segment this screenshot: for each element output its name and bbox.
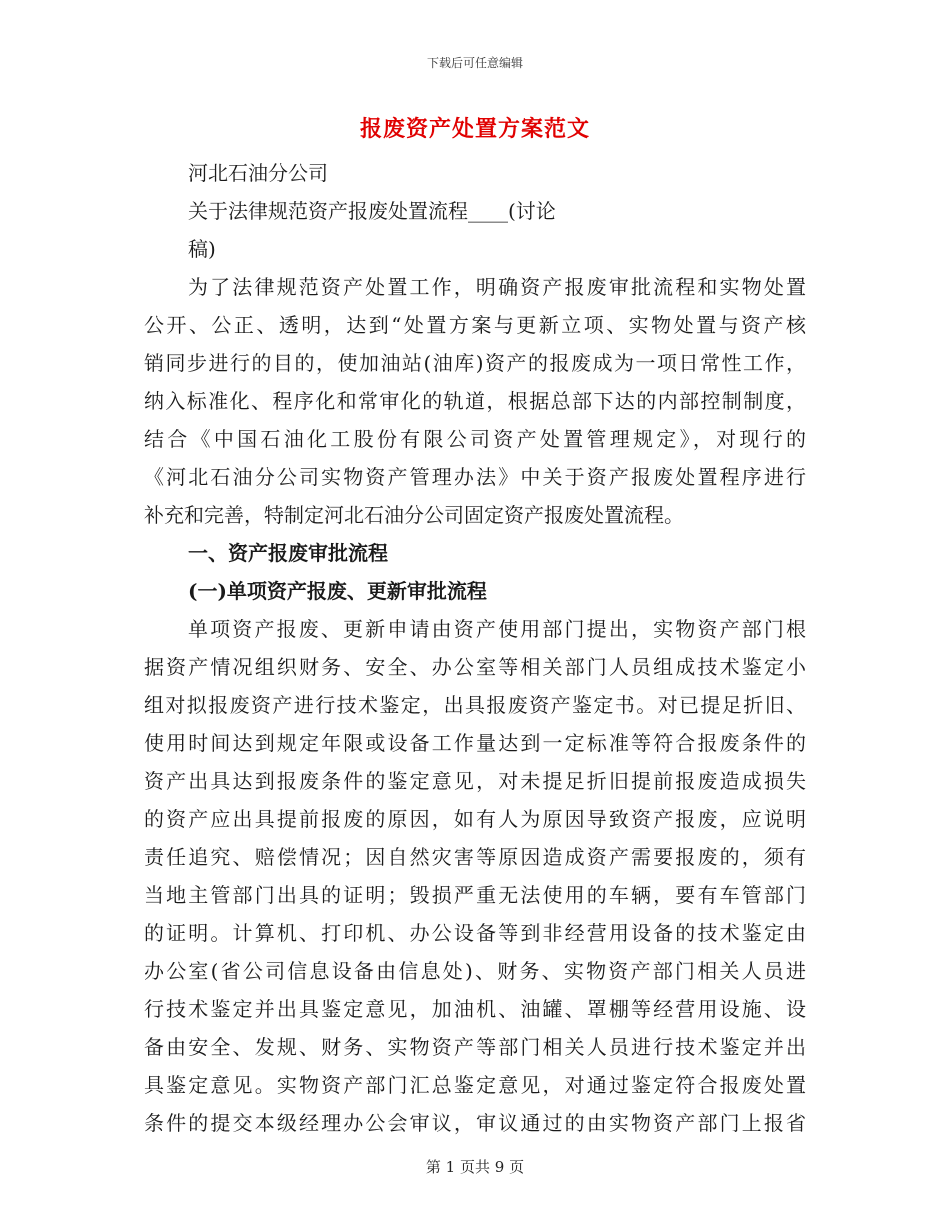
text-line: 行技术鉴定并出具鉴定意见，加油机、油罐、罩棚等经营用设施、设 — [144, 997, 806, 1021]
text-line: 《河北石油分公司实物资产管理办法》中关于资产报废处置程序进行 — [144, 465, 806, 489]
text-line: 单项资产报废、更新申请由资产使用部门提出，实物资产部门根 — [188, 617, 806, 641]
section-heading: (一)单项资产报废、更新审批流程 — [188, 579, 487, 603]
text-line: 使用时间达到规定年限或设备工作量达到一定标准等符合报废条件的 — [144, 731, 806, 755]
text-line: 具鉴定意见。实物资产部门汇总鉴定意见，对通过鉴定符合报废处置 — [144, 1073, 806, 1097]
text-line: 补充和完善，特制定河北石油分公司固定资产报废处置流程。 — [144, 503, 684, 527]
text-line: 为了法律规范资产处置工作，明确资产报废审批流程和实物处置 — [188, 275, 806, 299]
text-line: 的资产应出具提前报废的原因，如有人为原因导致资产报废，应说明 — [144, 807, 806, 831]
page-header-note: 下载后可任意编辑 — [426, 56, 523, 70]
text-line: 办公室(省公司信息设备由信息处)、财务、实物资产部门相关人员进 — [144, 959, 806, 983]
text-line: 公开、公正、透明，达到“处置方案与更新立项、实物处置与资产核 — [144, 313, 806, 337]
document-title: 报废资产处置方案范文 — [359, 116, 590, 142]
text-line: 结合《中国石油化工股份有限公司资产处置管理规定》，对现行的 — [144, 427, 806, 451]
text-line: 据资产情况组织财务、安全、办公室等相关部门人员组成技术鉴定小 — [144, 655, 806, 679]
text-line: 当地主管部门出具的证明；毁损严重无法使用的车辆，要有车管部门 — [144, 883, 806, 907]
text-line: 河北石油分公司 — [188, 161, 328, 185]
text-line: 关于法律规范资产报废处置流程____(讨论 — [188, 199, 556, 223]
text-line: 组对拟报废资产进行技术鉴定，出具报废资产鉴定书。对已提足折旧、 — [144, 693, 806, 717]
text-line: 资产出具达到报废条件的鉴定意见，对未提足折旧提前报废造成损失 — [144, 769, 806, 793]
document-body — [144, 154, 806, 1142]
text-line: 备由安全、发规、财务、实物资产等部门相关人员进行技术鉴定并出 — [144, 1035, 806, 1059]
text-line: 纳入标准化、程序化和常审化的轨道，根据总部下达的内部控制制度， — [144, 389, 806, 413]
text-line: 责任追究、赔偿情况；因自然灾害等原因造成资产需要报废的，须有 — [144, 845, 806, 869]
page-footer: 第 1 页共 9 页 — [425, 1158, 525, 1176]
section-heading: 一、资产报废审批流程 — [188, 541, 388, 565]
text-line: 销同步进行的目的，使加油站(油库)资产的报废成为一项日常性工作， — [144, 351, 806, 375]
text-line: 稿) — [188, 237, 216, 261]
text-line: 的证明。计算机、打印机、办公设备等到非经营用设备的技术鉴定由 — [144, 921, 806, 945]
text-line: 条件的提交本级经理办公会审议，审议通过的由实物资产部门上报省 — [144, 1111, 806, 1135]
